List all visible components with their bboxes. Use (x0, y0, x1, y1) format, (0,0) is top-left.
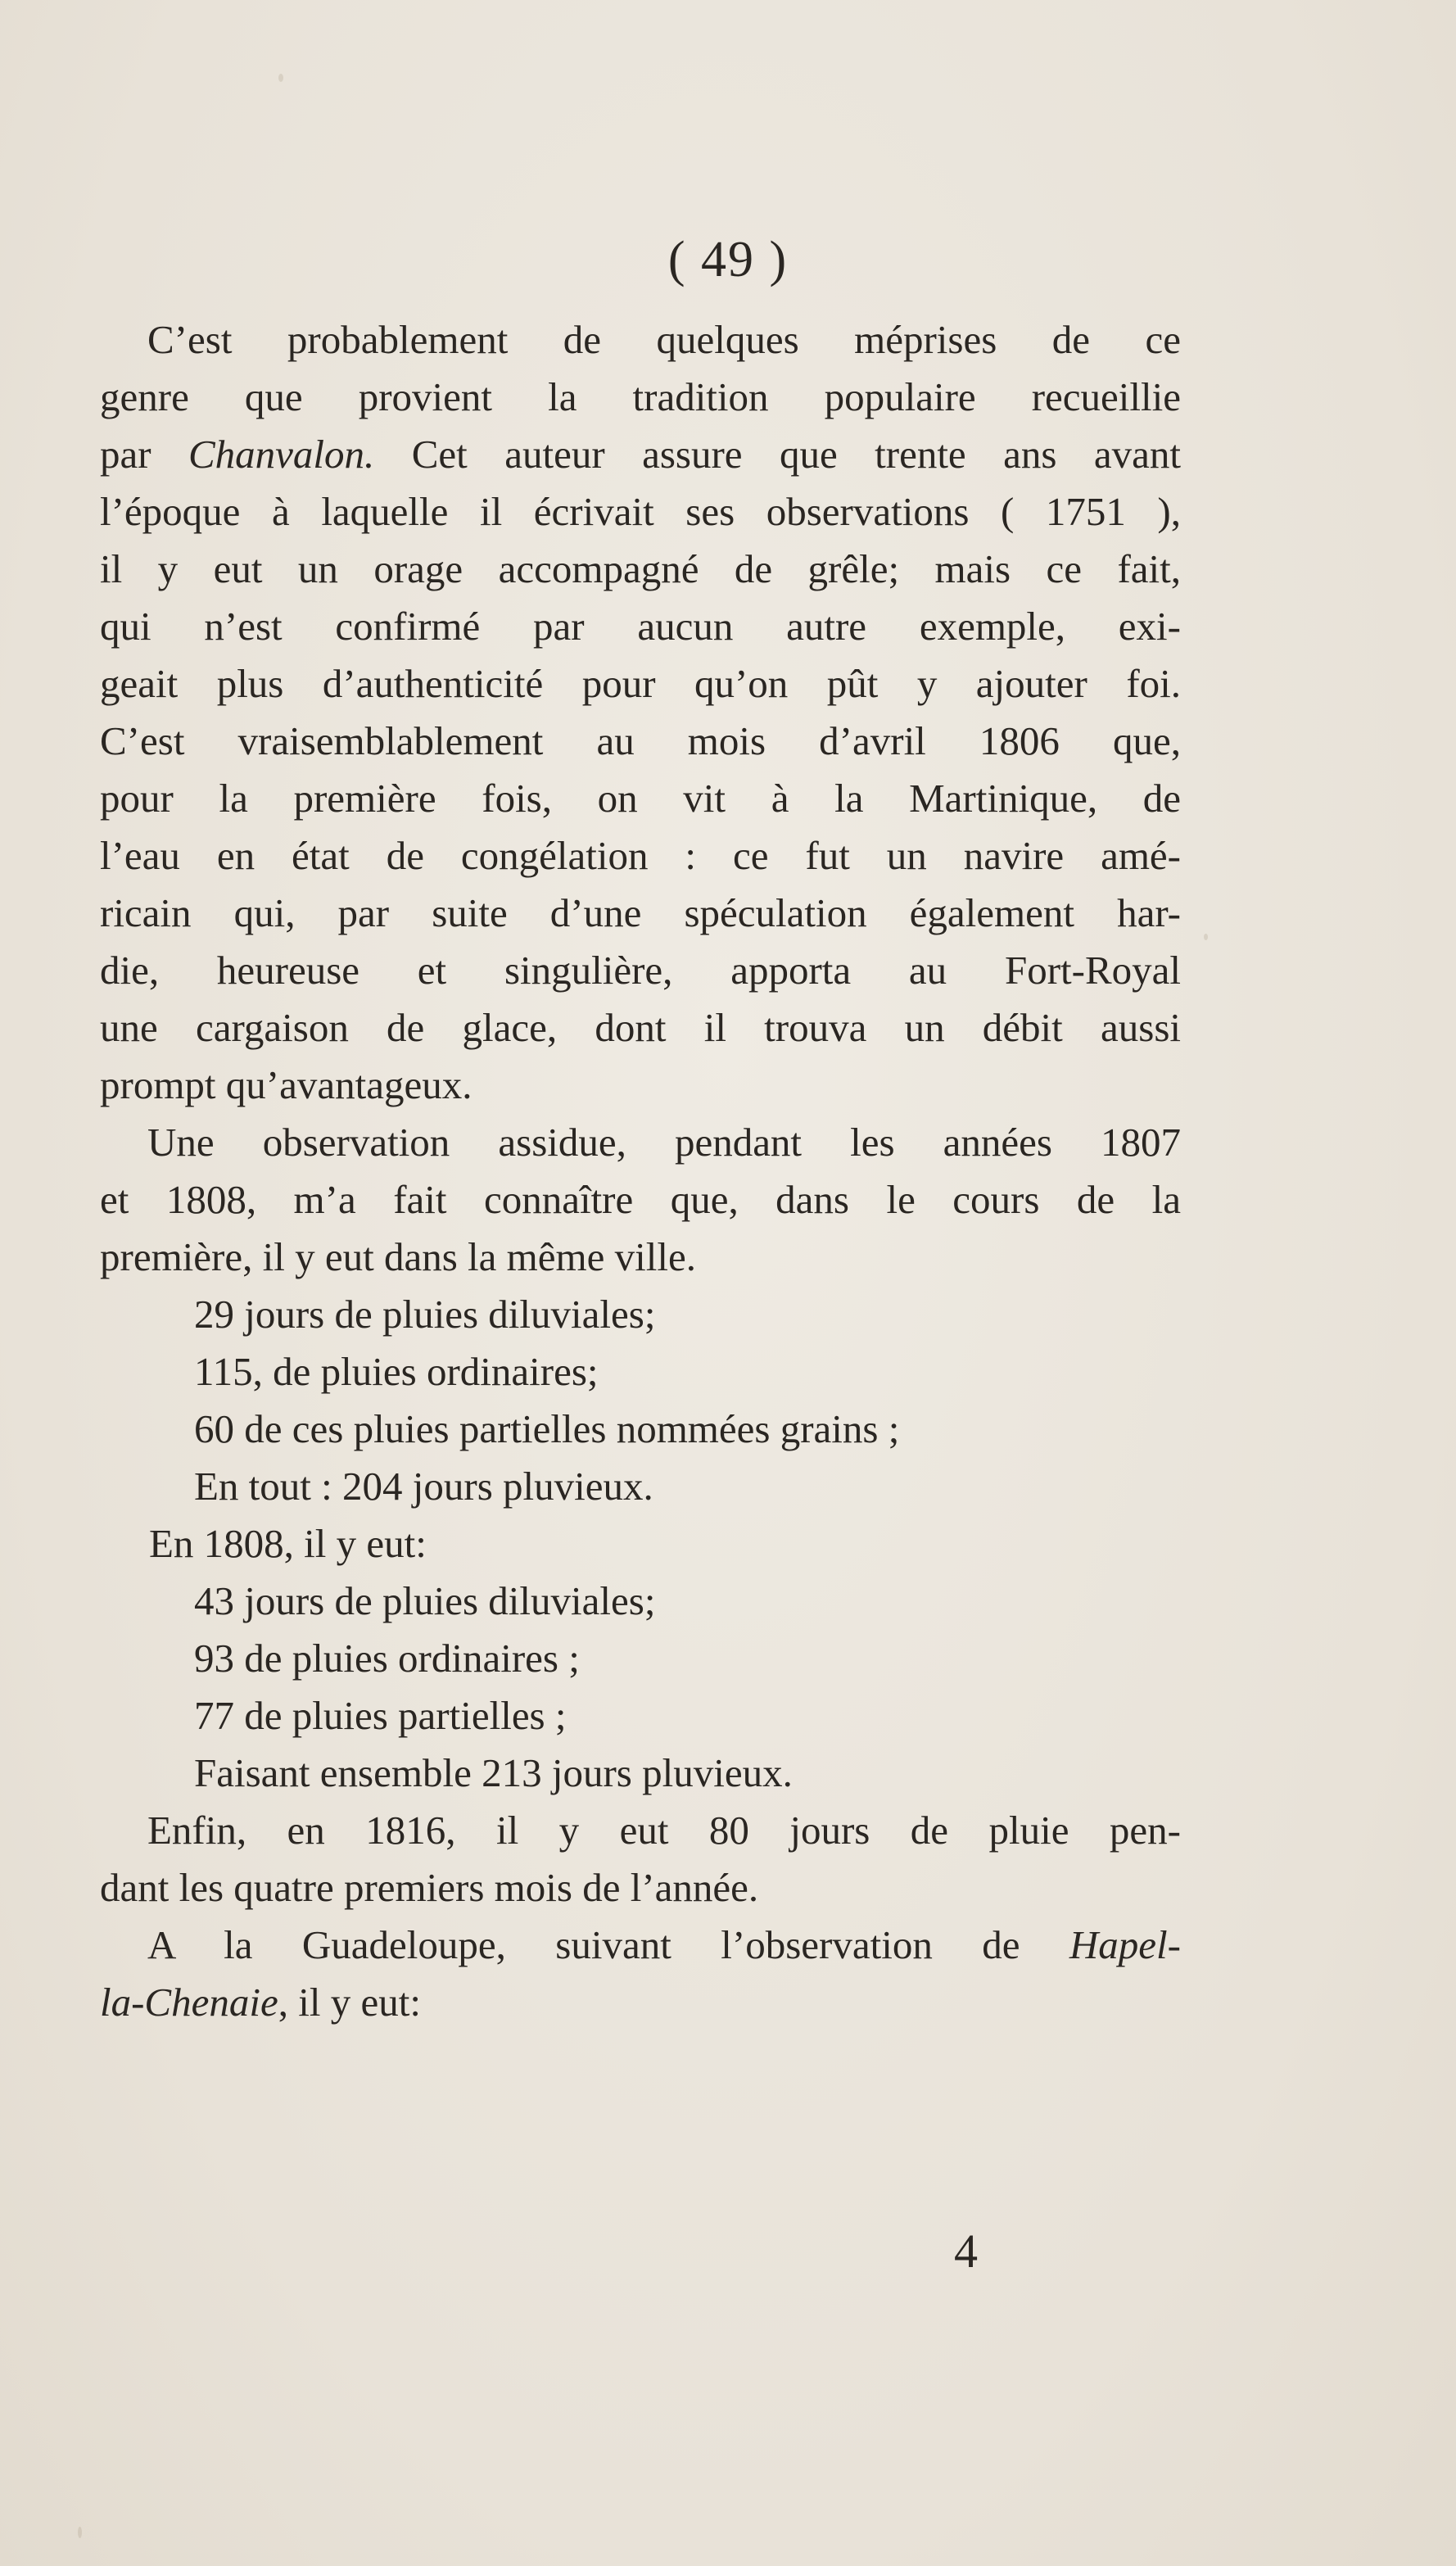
text-line: prompt qu’avantageux. (100, 1062, 473, 1107)
text-line: 93 de pluies ordinaires ; (194, 1636, 580, 1681)
text-line: 60 de ces pluies partielles nommées grains ; (194, 1406, 900, 1451)
paper-speck (78, 2527, 82, 2538)
text-line (100, 426, 1181, 483)
text-line: geait plus d’authenticité pour qu’on pût y ajouter foi. (100, 661, 1181, 706)
text-line: En 1808, il y eut: (149, 1521, 427, 1566)
text-line: 29 jours de pluies diluviales; (194, 1292, 656, 1337)
text-line: Faisant ensemble 213 jours pluvieux. (194, 1750, 793, 1795)
signature-mark: 4 (954, 2224, 978, 2278)
text-line: l’eau en état de congélation : ce fut un navire amé- (100, 833, 1181, 878)
text-segment: , il y eut: (278, 1980, 421, 2025)
text-line: première, il y eut dans la même ville. (100, 1234, 696, 1279)
text-segment: A la Guadeloupe, suivant l’observation de (147, 1922, 1069, 1967)
paper-speck (278, 74, 283, 82)
paper-speck (1204, 934, 1208, 940)
body-text (100, 311, 1181, 2031)
text-line: C’est probablement de quelques méprises de ce (147, 317, 1181, 362)
text-line: qui n’est confirmé par aucun autre exemple, exi- (100, 604, 1181, 649)
text-line: une cargaison de glace, dont il trouva un débit aussi (100, 1005, 1181, 1050)
text-line: et 1808, m’a fait connaître que, dans le cours de la (100, 1177, 1181, 1222)
text-line: 43 jours de pluies diluviales; (194, 1578, 656, 1623)
italic-name: Hapel- (1069, 1922, 1181, 1967)
text-line: En tout : 204 jours pluvieux. (194, 1464, 653, 1509)
text-line: Enfin, en 1816, il y eut 80 jours de pluie pen- (147, 1808, 1181, 1853)
text-line: il y eut un orage accompagné de grêle; mais ce fait, (100, 546, 1181, 591)
text-line: 77 de pluies partielles ; (194, 1693, 567, 1738)
text-line: pour la première fois, on vit à la Martinique, de (100, 776, 1181, 821)
text-line (100, 1974, 1181, 2031)
text-line: genre que provient la tradition populaire recueillie (100, 374, 1181, 419)
text-segment: Cet auteur assure que trente ans avant (374, 432, 1181, 477)
text-line: l’époque à laquelle il écrivait ses observations ( 1751 ), (100, 489, 1181, 534)
page-number-header: ( 49 ) (667, 232, 789, 287)
text-line: ricain qui, par suite d’une spéculation également har- (100, 890, 1181, 935)
text-line: dant les quatre premiers mois de l’année. (100, 1865, 759, 1910)
text-line: Une observation assidue, pendant les années 1807 (147, 1120, 1181, 1165)
text-line (100, 1917, 1181, 1974)
text-line: die, heureuse et singulière, apporta au Fort-Royal (100, 948, 1181, 993)
italic-name: Chanvalon. (188, 432, 375, 477)
text-line: C’est vraisemblablement au mois d’avril 1806 que, (100, 718, 1181, 763)
text-line: 115, de pluies ordinaires; (194, 1349, 599, 1394)
text-segment: par (100, 432, 188, 477)
italic-name: la-Chenaie (100, 1980, 278, 2025)
